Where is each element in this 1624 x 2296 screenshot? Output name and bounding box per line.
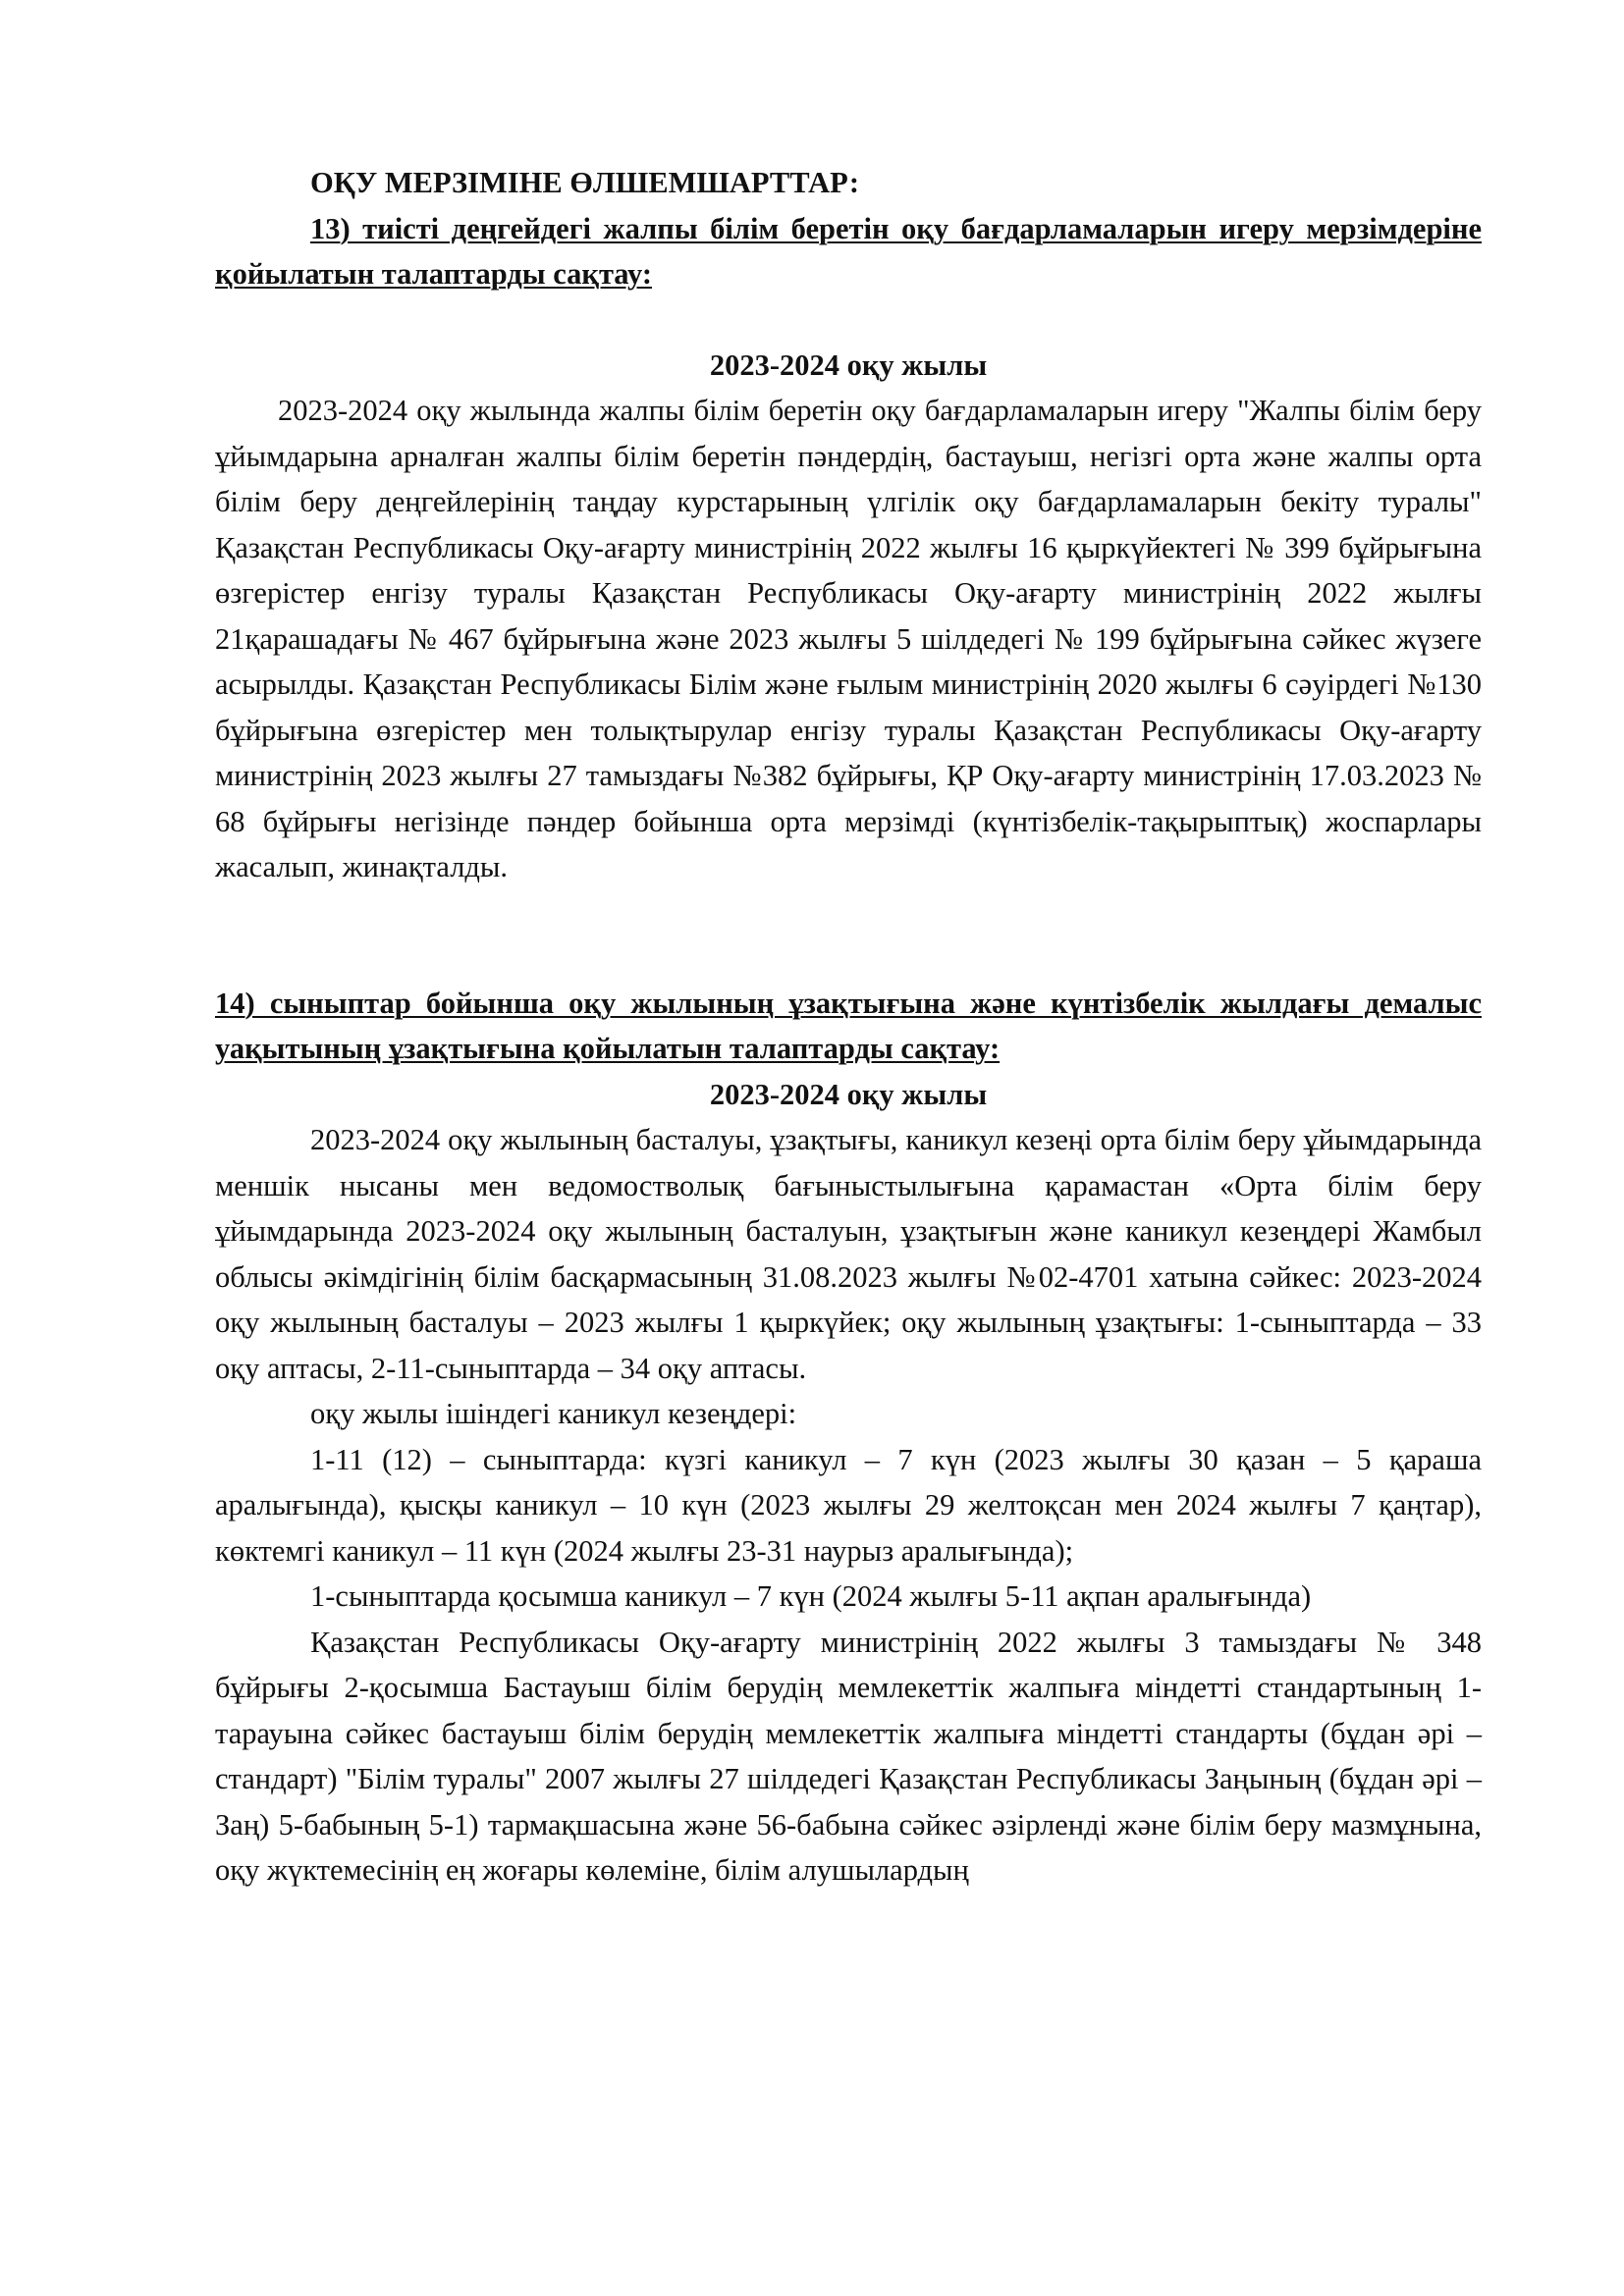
item-14-paragraph-4: 1-сыныптарда қосымша каникул – 7 күн (2024 жылғы 5-11 ақпан аралығында)	[310, 1579, 1312, 1613]
item-14-paragraph-5: Қазақстан Республикасы Оқу-ағарту министрінің 2022 жылғы 3 тамыздағы № 348 бұйрығы 2-қосымша Бастауыш білім берудің мемлекеттік жалпыға міндетті стандартының 1-тарауына сәйкес бастауыш білім берудің мемлекеттік жалпыға міндетті стандарты (бұдан әрі – стандарт) "Білім туралы" 2007 жылғы 27 шілдедегі Қазақстан Республикасы Заңының (бұдан әрі – Заң) 5-бабының 5-1) тармақшасына және 56-бабына сәйкес әзірленді және білім беру мазмұнына, оқу жүктемесінің ең жоғары көлеміне, білім алушылардың	[215, 1625, 1482, 1887]
item-14-heading: 14) сыныптар бойынша оқу жылының ұзақтығына және күнтізбелік жылдағы демалыс уақытының ұзақтығына қойылатын талаптарды сақтау:	[215, 986, 1482, 1065]
spacer	[215, 890, 1482, 981]
criteria-heading: ОҚУ МЕРЗІМІНЕ ӨЛШЕМШАРТТАР:	[310, 166, 860, 199]
item-13-paragraph: 2023-2024 оқу жылында жалпы білім беретін оқу бағдарламаларын игеру "Жалпы білім беру ұйымдарына арналған жалпы білім беретін пәндердің, бастауыш, негізгі орта және жалпы орта білім беру деңгейлерінің таңдау курстарының үлгілік оқу бағдарламаларын бекіту туралы" Қазақстан Республикасы Оқу-ағарту министрінің 2022 жылғы 16 қыркүйектегі № 399 бұйрығына өзгерістер енгізу туралы Қазақстан Республикасы Оқу-ағарту министрінің 2022 жылғы 21қарашадағы № 467 бұйрығына және 2023 жылғы 5 шілдедегі № 199 бұйрығына сәйкес жүзеге асырылды. Қазақстан Республикасы Білім және ғылым министрінің 2020 жылғы 6 сәуірдегі №130 бұйрығына өзгерістер мен толықтырулар енгізу туралы Қазақстан Республикасы Оқу-ағарту министрінің 2023 жылғы 27 тамыздағы №382 бұйрығы, ҚР Оқу-ағарту министрінің 17.03.2023 № 68 бұйрығы негізінде пәндер бойынша орта мерзімді (күнтізбелік-тақырыптық) жоспарлары жасалып, жинақталды.	[215, 394, 1482, 883]
item-14-paragraph-2: оқу жылы ішіндегі каникул кезеңдері:	[310, 1397, 797, 1430]
item-13-heading: 13) тиісті деңгейдегі жалпы білім беретін оқу бағдарламаларын игеру мерзімдеріне қойылатын талаптарды сақтау:	[215, 211, 1482, 291]
document-page	[215, 160, 1482, 1894]
year-title-2: 2023-2024 оқу жылы	[709, 1077, 988, 1111]
year-title-1: 2023-2024 оқу жылы	[709, 347, 988, 382]
item-14-paragraph-3: 1-11 (12) – сыныптарда: күзгі каникул – 7 күн (2023 жылғы 30 қазан – 5 қараша аралығында), қысқы каникул – 10 күн (2023 жылғы 29 желтоқсан мен 2024 жылғы 7 қаңтар), көктемгі каникул – 11 күн (2024 жылғы 23-31 наурыз аралығында);	[215, 1442, 1482, 1568]
spacer	[215, 297, 1482, 343]
item-14-paragraph-1: 2023-2024 оқу жылының басталуы, ұзақтығы, каникул кезеңі орта білім беру ұйымдарында меншік нысаны мен ведомостволық бағыныстылығына қарамастан «Орта білім беру ұйымдарында 2023-2024 оқу жылының басталуын, ұзақтығын және каникул кезеңдері Жамбыл облысы әкімдігінің білім басқармасының 31.08.2023 жылғы №02-4701 хатына сәйкес: 2023-2024 оқу жылының басталуы – 2023 жылғы 1 қыркүйек; оқу жылының ұзақтығы: 1-сыныптарда – 33 оқу аптасы, 2-11-сыныптарда – 34 оқу аптасы.	[215, 1123, 1482, 1385]
